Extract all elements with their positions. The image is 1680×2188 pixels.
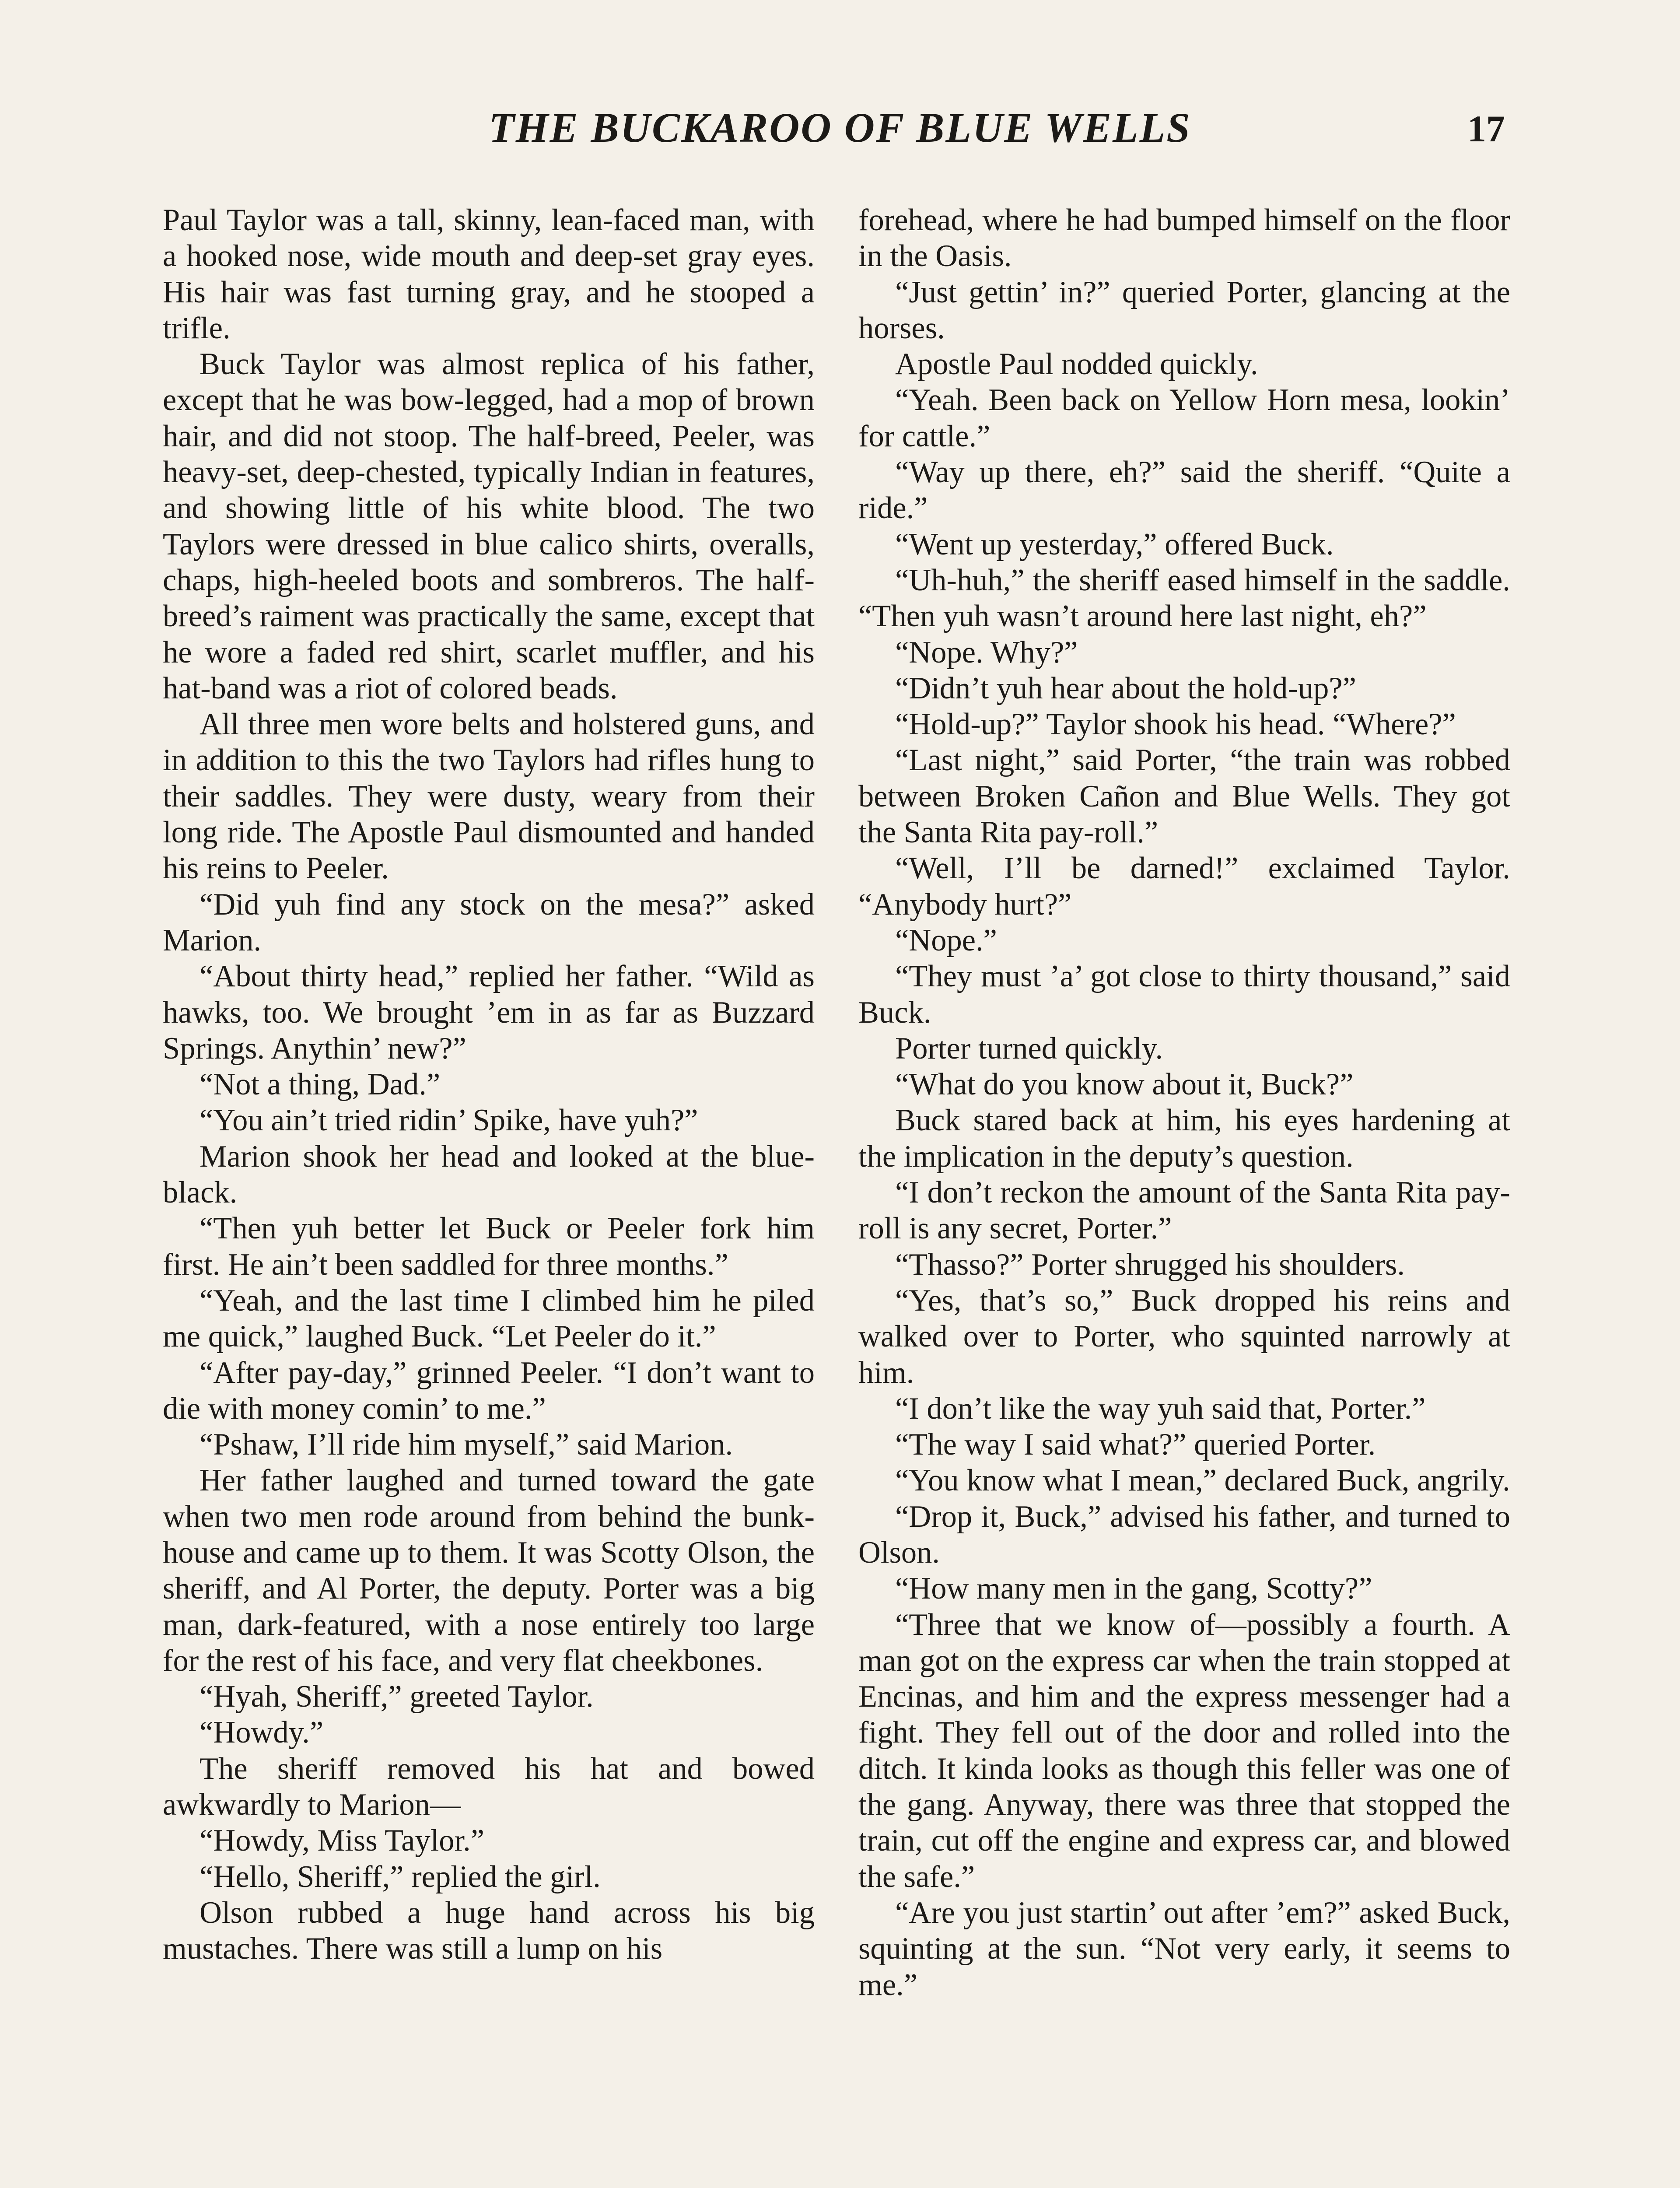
paragraph: “Are you just startin’ out after ’em?” asked Buck, squinting at the sun. “Not very early, it seems to me.”: [858, 1895, 1510, 2002]
paragraph: Marion shook her head and looked at the blue-black.: [163, 1139, 815, 1210]
paragraph: “Last night,” said Porter, “the train was robbed between Broken Cañon and Blue Wells. They got the Santa Rita pay-roll.”: [858, 743, 1510, 850]
paragraph: “You ain’t tried ridin’ Spike, have yuh?”: [200, 1103, 698, 1138]
paragraph: Her father laughed and turned toward the gate when two men rode around from behind the bunk-house and came up to them. It was Scotty Olson, the sheriff, and Al Porter, the deputy. Porter was a big man, dark-featured, with a nose entirely too large for the rest of his face, and very flat cheekbones.: [163, 1463, 815, 1678]
paragraph: “Went up yesterday,” offered Buck.: [895, 527, 1334, 561]
page-number: 17: [1467, 108, 1505, 150]
paragraph: “Yeah. Been back on Yellow Horn mesa, lookin’ for cattle.”: [858, 383, 1510, 453]
paragraph: “Then yuh better let Buck or Peeler fork him first. He ain’t been saddled for three months.”: [163, 1211, 815, 1282]
paragraph: “Hold-up?” Taylor shook his head. “Where?”: [895, 707, 1456, 742]
paragraph: Buck Taylor was almost replica of his father, except that he was bow-legged, had a mop of brown hair, and did not stoop. The half-breed, Peeler, was heavy-set, deep-chested, typically Indian in features, and showing little of his white blood. The two Taylors were dressed in blue calico shirts, overalls, chaps, high-heeled boots and sombreros. The half-breed’s raiment was practically the same, except that he wore a faded red shirt, scarlet muffler, and his hat-band was a riot of colored beads.: [163, 347, 815, 705]
paragraph: “About thirty head,” replied her father. “Wild as hawks, too. We brought ’em in as far as Buzzard Springs. Anythin’ new?”: [163, 959, 815, 1066]
paragraph: “Way up there, eh?” said the sheriff. “Quite a ride.”: [858, 455, 1510, 526]
paragraph: “Howdy.”: [200, 1715, 324, 1750]
paragraph: “Yeah, and the last time I climbed him he piled me quick,” laughed Buck. “Let Peeler do it.”: [163, 1283, 815, 1354]
paragraph: “Howdy, Miss Taylor.”: [200, 1823, 485, 1858]
paragraph: “Three that we know of—possibly a fourth. A man got on the express car when the train stopped at Encinas, and him and the express messenger had a fight. They fell out of the door and rolled into the ditch. It kinda looks as though this feller was one of the gang. Anyway, there was three that stopped the train, cut off the engine and express car, and blowed the safe.”: [858, 1607, 1510, 1894]
paragraph: “What do you know about it, Buck?”: [895, 1067, 1354, 1102]
paragraph: “Pshaw, I’ll ride him myself,” said Marion.: [200, 1427, 733, 1462]
paragraph: Buck stared back at him, his eyes hardening at the implication in the deputy’s question.: [858, 1103, 1510, 1174]
paragraph: Olson rubbed a huge hand across his big mustaches. There was still a lump on his: [163, 1895, 815, 1966]
paragraph: “Nope.”: [895, 923, 997, 957]
paragraph: “Thasso?” Porter shrugged his shoulders.: [895, 1247, 1405, 1282]
right-column: [858, 202, 1510, 2003]
paragraph: “Yes, that’s so,” Buck dropped his reins and walked over to Porter, who squinted narrowly at him.: [858, 1283, 1510, 1390]
paragraph: “Did yuh find any stock on the mesa?” asked Marion.: [163, 887, 815, 957]
page-title: THE BUCKAROO OF BLUE WELLS: [489, 104, 1191, 151]
paragraph: “Just gettin’ in?” queried Porter, glancing at the horses.: [858, 275, 1510, 345]
paragraph: “I don’t like the way yuh said that, Porter.”: [895, 1391, 1426, 1426]
paragraph: “Hyah, Sheriff,” greeted Taylor.: [200, 1680, 594, 1714]
paragraph: “They must ’a’ got close to thirty thousand,” said Buck.: [858, 959, 1510, 1030]
paragraph: Paul Taylor was a tall, skinny, lean-faced man, with a hooked nose, wide mouth and deep-set gray eyes. His hair was fast turning gray, and he stooped a trifle.: [163, 203, 815, 345]
paragraph: “You know what I mean,” declared Buck, angrily.: [895, 1463, 1510, 1498]
paragraph: The sheriff removed his hat and bowed awkwardly to Marion—: [163, 1751, 815, 1822]
paragraph: “Hello, Sheriff,” replied the girl.: [200, 1859, 601, 1894]
page-header: [0, 103, 1680, 160]
paragraph: “How many men in the gang, Scotty?”: [895, 1571, 1372, 1606]
paragraph: “The way I said what?” queried Porter.: [895, 1427, 1376, 1462]
paragraph: “Drop it, Buck,” advised his father, and turned to Olson.: [858, 1499, 1510, 1570]
paragraph: “Not a thing, Dad.”: [200, 1067, 441, 1102]
paragraph: “Nope. Why?”: [895, 635, 1078, 670]
paragraph: Apostle Paul nodded quickly.: [895, 347, 1258, 382]
paragraph: “Well, I’ll be darned!” exclaimed Taylor. “Anybody hurt?”: [858, 851, 1510, 922]
paragraph: forehead, where he had bumped himself on the floor in the Oasis.: [858, 203, 1510, 274]
paragraph: All three men wore belts and holstered guns, and in addition to this the two Taylors had rifles hung to their saddles. They were dusty, weary from their long ride. The Apostle Paul dismounted and handed his reins to Peeler.: [163, 707, 815, 886]
paragraph: “Didn’t yuh hear about the hold-up?”: [895, 671, 1356, 705]
left-column: [163, 202, 815, 1967]
paragraph: “Uh-huh,” the sheriff eased himself in the saddle. “Then yuh wasn’t around here last night, eh?”: [858, 563, 1510, 634]
paragraph: “I don’t reckon the amount of the Santa Rita pay-roll is any secret, Porter.”: [858, 1175, 1510, 1246]
paragraph: “After pay-day,” grinned Peeler. “I don’t want to die with money comin’ to me.”: [163, 1355, 815, 1426]
paragraph: Porter turned quickly.: [895, 1031, 1163, 1066]
